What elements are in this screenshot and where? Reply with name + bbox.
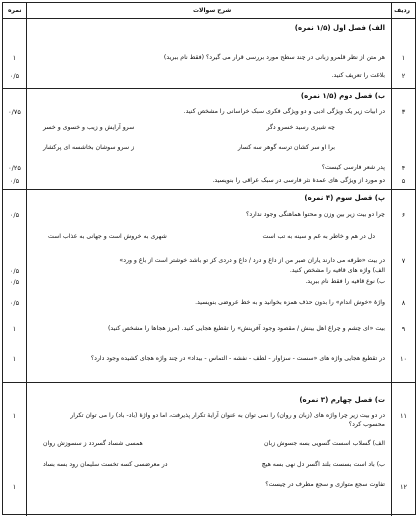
question-text: در تقطیع هجایی واژه های «سست - سزاوار - لطف - نفشه - التماس - بیداد» در چند واژه هجای کشیده وجود دارد؟ bbox=[90, 355, 385, 362]
question-score: ۱ bbox=[12, 325, 17, 333]
question-number: ۳ bbox=[401, 108, 406, 116]
row-column-header: ردیف bbox=[394, 7, 410, 14]
question-text: دو مورد از ویژگی های عمدهٔ نثر فارسی در سبک عراقی را بنویسید. bbox=[212, 177, 385, 184]
question-text: واژهٔ «خوش اندام» را بدون حذف همزه بخوانید و به خط عروضی بنویسید. bbox=[195, 299, 385, 306]
question-number: ۱۱ bbox=[400, 412, 407, 420]
question-score: ۰/۵ bbox=[9, 267, 20, 275]
question-score: ۱ bbox=[12, 412, 17, 420]
score-column-header: نمره bbox=[8, 7, 22, 14]
verse-hemistich: سرو آرایش و زیب و خسوی و خسر bbox=[43, 124, 135, 131]
verse-hemistich: ز سرو سوشان بخاشسه ای پرکشار bbox=[43, 144, 135, 151]
question-score: ۰/۵ bbox=[9, 299, 20, 307]
question-text: در ابیات زیر یک ویژگی ادبی و دو ویژگی فکری سبک خراسانی را مشخص کنید. bbox=[183, 108, 385, 115]
section-1 bbox=[3, 18, 415, 89]
section-4 bbox=[3, 382, 415, 516]
question-number: ۲ bbox=[401, 72, 406, 80]
question-number: ۴ bbox=[401, 164, 406, 172]
question-text: محسوب کرد؟ bbox=[348, 421, 385, 428]
question-text: بیت «ای چشم و چراغ اهل بینش / مقصود وجود آفرینش» را تقطیع هجایی کنید. (مرز هجاها را مشخص کنید) bbox=[107, 325, 385, 332]
question-score: ۰/۵ bbox=[9, 278, 20, 286]
description-column-header: شرح سوالات bbox=[193, 7, 232, 14]
question-number: ۱۲ bbox=[400, 483, 407, 491]
question-subpart: الف) واژه های قافیه را مشخص کنید. bbox=[289, 267, 385, 274]
verse-hemistich: در معرضسی کسه تخست سلیمان رود بسه بساد bbox=[43, 461, 168, 468]
section-title: الف) فصل اول (۱/۵ نمره) bbox=[294, 24, 385, 32]
question-number: ۵ bbox=[401, 177, 406, 185]
verse-hemistich: شهری به خروش است و جهانی به عذاب است bbox=[48, 233, 167, 240]
question-score: ۱ bbox=[12, 54, 17, 62]
question-score: ۰/۲۵ bbox=[8, 164, 21, 172]
question-score: ۰/۷۵ bbox=[8, 108, 21, 116]
verse-hemistich: دل در هم و خاطر به غم و سینه به تب است bbox=[262, 233, 375, 240]
exam-sheet bbox=[2, 2, 416, 515]
question-number: ۸ bbox=[401, 299, 406, 307]
question-number: ۱ bbox=[401, 54, 406, 62]
question-score: ۱ bbox=[12, 355, 17, 363]
verse-hemistich: همسی شساد گسردد ز سسوزش روان bbox=[43, 440, 143, 447]
section-title: ت) فصل چهارم (۳ نمره) bbox=[299, 396, 385, 404]
verse-hemistich: الف) گسلاب اسست گسویی بسه جسوش زبان bbox=[263, 440, 385, 447]
question-text: تفاوت سجع متوازی و سجع مطرف در چیست؟ bbox=[265, 481, 385, 488]
verse-hemistich: ب) باد است بسست بلند اگسر دل نهی بسه هیچ bbox=[261, 461, 385, 468]
section-3 bbox=[3, 189, 415, 383]
question-score: ۰/۵ bbox=[9, 211, 20, 219]
question-text: چرا دو بیت زیر بین وزن و محتوا هماهنگی وجود ندارد؟ bbox=[246, 211, 385, 218]
question-text: بلاغت را تعریف کنید. bbox=[331, 72, 385, 79]
question-text: پدر شعر فارسی کیست؟ bbox=[321, 164, 385, 171]
question-subpart: ب) نوع قافیه را فقط نام ببرید. bbox=[305, 278, 385, 285]
question-text: در دو بیت زیر چرا واژه های (زبان و روان) را نمی توان به عنوان آرایهٔ تکرار پذیرفت، اما دو واژهٔ (باد- باد) را می توان تکرار bbox=[70, 412, 385, 419]
question-text: در بیت «طرفه می دارند یاران صبر من از داغ و درد / داغ و دردی کز تو باشد خوشتر است از باغ و ورد» bbox=[119, 257, 385, 264]
question-score: ۰/۵ bbox=[9, 177, 20, 185]
question-number: ۱۰ bbox=[400, 355, 407, 363]
question-number: ۹ bbox=[401, 325, 406, 333]
verse-hemistich: برا او سر کشان ترسه گوهر سه کسار bbox=[237, 144, 335, 151]
verse-hemistich: چه شیری رسید خسرو دگر bbox=[266, 124, 335, 131]
section-title: پ) فصل سوم (۴ نمره) bbox=[304, 194, 385, 202]
question-score: ۰/۵ bbox=[9, 72, 20, 80]
question-number: ۶ bbox=[401, 211, 406, 219]
section-title: ب) فصل دوم (۱/۵ نمره) bbox=[300, 92, 385, 100]
table-header bbox=[3, 3, 415, 19]
section-2 bbox=[3, 88, 415, 190]
question-number: ۷ bbox=[401, 257, 406, 265]
question-text: هر متن از نظر قلمرو زبانی در چند سطح مورد بررسی قرار می گیرد؟ (فقط نام ببرید) bbox=[163, 54, 385, 61]
question-score: ۱ bbox=[12, 483, 17, 491]
